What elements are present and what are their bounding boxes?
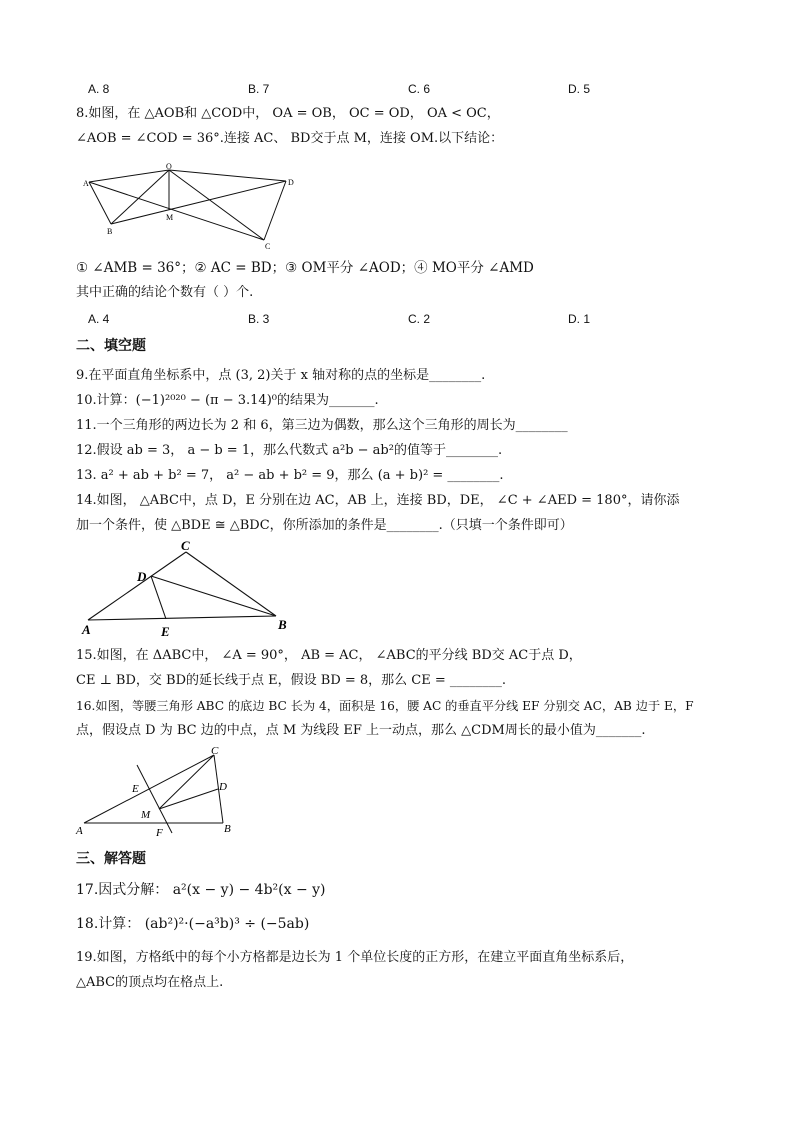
fig16-label-e: E [132, 783, 139, 795]
fig8-label-a: A [83, 179, 89, 188]
fig14-label-d: D [137, 569, 147, 584]
q7-option-c: C. 6 [408, 82, 431, 96]
q8-option-a: A. 4 [88, 312, 110, 326]
q16-line2: 点，假设点 D 为 BC 边的中点，点 M 为线段 EF 上一动点，那么 △CDM周长的最小值为_______. [76, 723, 646, 738]
q15-line2: CE ⊥ BD，交 BD的延长线于点 E，假设 BD = 8，那么 CE = ________. [76, 673, 507, 688]
fig16-label-m: M [141, 809, 151, 821]
q9: 9.在平面直角坐标系中，点 (3, 2)关于 x 轴对称的点的坐标是________. [76, 368, 486, 383]
q13: 13. a² + ab + b² = 7， a² − ab + b² = 9，那么 (a + b)² = ________. [76, 468, 504, 483]
q10: 10.计算：(−1)²⁰²⁰ − (π − 3.14)⁰的结果为_______. [76, 393, 379, 408]
q16-line1: 16.如图，等腰三角形 ABC 的底边 BC 长为 4，面积是 16，腰 AC 的垂直平分线 EF 分别交 AC，AB 边于 E，F [76, 699, 694, 713]
q8-ask: 其中正确的结论个数有（ ）个. [76, 285, 254, 300]
fig14-label-e: E [161, 624, 170, 639]
q15-line1: 15.如图，在 ΔABC中， ∠A = 90°， AB = AC， ∠ABC的平分线 BD交 AC于点 D， [76, 648, 582, 663]
q8-option-c: C. 2 [408, 312, 431, 326]
fig8-label-c: C [265, 242, 271, 251]
q8-option-b: B. 3 [248, 312, 270, 326]
fig8-label-b: B [107, 227, 113, 236]
section-heading-solutions: 三、解答题 [76, 851, 146, 867]
fig8-label-d: D [288, 178, 294, 187]
q7-option-d: D. 5 [568, 82, 591, 96]
q8-conclusions: ① ∠AMB = 36°；② AC = BD；③ OM平分 ∠AOD；④ MO平分 ∠AMD [76, 260, 534, 276]
section-heading-fill-in: 二、填空题 [76, 338, 146, 354]
q8-figure [82, 162, 312, 252]
q7-option-a: A. 8 [88, 82, 110, 96]
q14-line2: 加一个条件，使 △BDE ≅ △BDC，你所添加的条件是________.（只填一个条件即可） [76, 518, 573, 533]
fig16-label-d: D [219, 781, 227, 793]
q8-option-d: D. 1 [568, 312, 591, 326]
fig14-label-c: C [181, 540, 190, 553]
fig16-label-a: A [76, 825, 83, 837]
fig16-label-f: F [156, 827, 163, 839]
q11: 11.一个三角形的两边长为 2 和 6，第三边为偶数，那么这个三角形的周长为________ [76, 418, 568, 433]
fig16-label-b: B [224, 823, 231, 835]
q14-figure [78, 540, 298, 640]
fig16-label-c: C [211, 745, 219, 757]
q18: 18.计算： (ab²)²·(−a³b)³ ÷ (−5ab) [76, 916, 310, 932]
fig14-label-a: A [82, 622, 91, 637]
q17: 17.因式分解： a²(x − y) − 4b²(x − y) [76, 882, 326, 898]
q19-line2: △ABC的顶点均在格点上. [76, 975, 224, 990]
q8-line2: ∠AOB = ∠COD = 36°.连接 AC、 BD交于点 M，连接 OM.以下结论： [76, 131, 504, 146]
fig8-label-m: M [166, 213, 174, 222]
q14-line1: 14.如图， △ABC中，点 D，E 分别在边 AC，AB 上，连接 BD，DE， ∠C + ∠AED = 180°，请你添 [76, 493, 680, 508]
q19-line1: 19.如图，方格纸中的每个小方格都是边长为 1 个单位长度的正方形，在建立平面直角坐标系后， [76, 950, 634, 965]
q8-line1: 8.如图，在 △AOB和 △COD中， OA = OB， OC = OD， OA < OC， [76, 106, 500, 121]
q7-option-b: B. 7 [248, 82, 270, 96]
fig14-label-b: B [278, 617, 287, 632]
q16-figure [74, 745, 244, 840]
q12: 12.假设 ab = 3， a − b = 1，那么代数式 a²b − ab²的值等于________. [76, 443, 503, 458]
fig8-label-o: O [166, 162, 172, 171]
